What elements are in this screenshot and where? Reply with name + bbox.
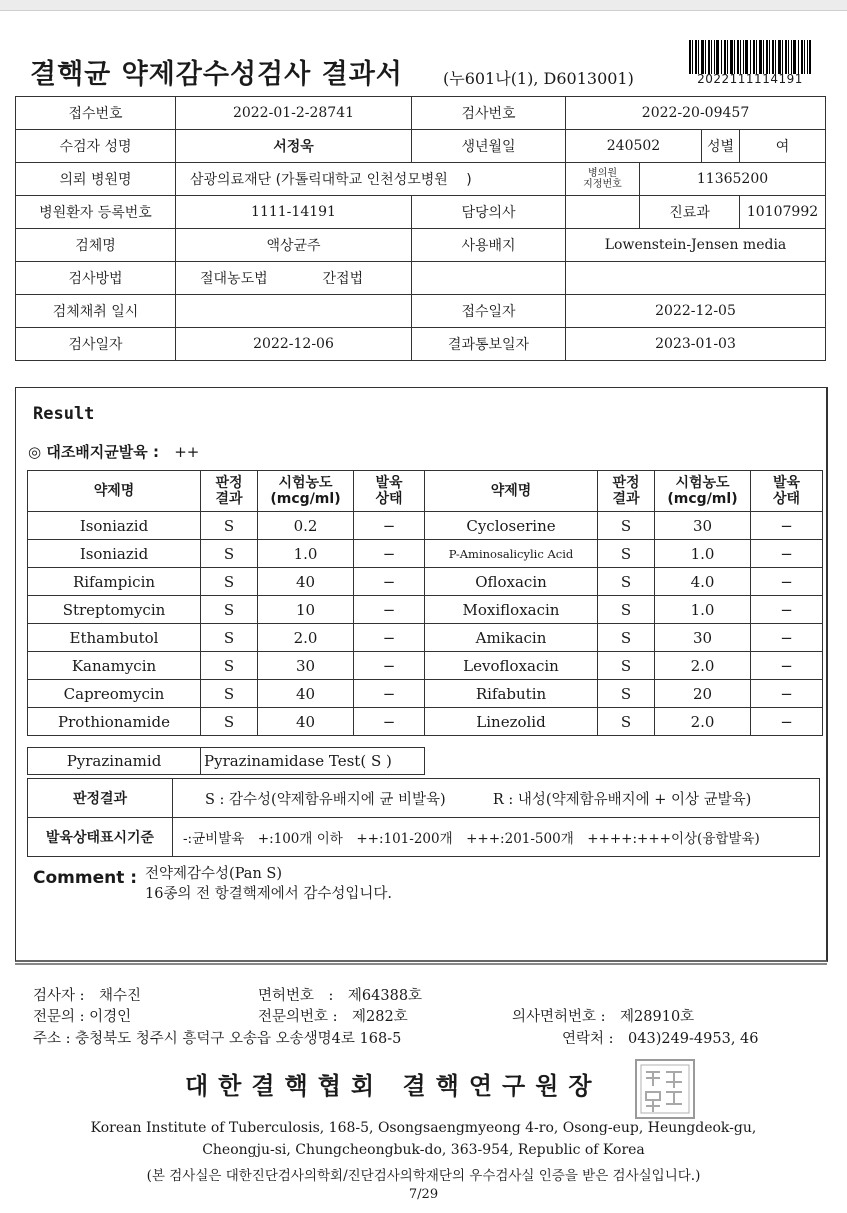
legend-growth-text: -:균비발육 +:100개 이하 ++:101-200개 +++:201-500개 ++++:+++이상(융합발육): [173, 818, 820, 857]
concentration: 1.0: [258, 540, 354, 568]
growth: −: [354, 680, 425, 708]
susceptibility-table: [27, 470, 823, 736]
dept-label: 진료과: [640, 196, 740, 229]
institute-name: 대한결핵협회 결핵연구원장: [185, 1072, 602, 1100]
growth: −: [751, 512, 823, 540]
patient-name-label: 수검자 성명: [16, 130, 176, 163]
test-no-label: 검사번호: [412, 97, 566, 130]
reg-no-label: 병원환자 등록번호: [16, 196, 176, 229]
patient-name: 서정욱: [176, 130, 412, 163]
doctor-license-no: 의사면허번호 : 제28910호: [512, 1009, 695, 1025]
concentration: 0.2: [258, 512, 354, 540]
receipt-no: 2022-01-2-28741: [176, 97, 412, 130]
circle-icon: ◎: [28, 443, 42, 461]
growth: −: [354, 540, 425, 568]
table-row: [28, 512, 823, 540]
growth: −: [751, 680, 823, 708]
drug-name: Streptomycin: [28, 596, 201, 624]
growth: −: [354, 624, 425, 652]
pza-value: Pyrazinamidase Test( S ): [201, 748, 425, 775]
judgement: S: [598, 624, 655, 652]
concentration: 4.0: [655, 568, 751, 596]
growth: −: [751, 624, 823, 652]
receipt-date-label: 접수일자: [412, 295, 566, 328]
judgement: S: [598, 568, 655, 596]
legend-table: [27, 778, 820, 857]
barcode-icon: [689, 40, 811, 74]
concentration: 20: [655, 680, 751, 708]
col-drug: 약제명: [425, 471, 598, 512]
legend-judgement-label: 판정결과: [28, 779, 173, 818]
drug-name: Ethambutol: [28, 624, 201, 652]
drug-name: Linezolid: [425, 708, 598, 736]
official-seal-icon: [634, 1058, 696, 1120]
judgement: S: [201, 540, 258, 568]
test-date-label: 검사일자: [16, 328, 176, 361]
document-title: 결핵균 약제감수성검사 결과서: [30, 59, 403, 90]
license-no: 면허번호 : 제64388호: [258, 988, 423, 1004]
empty-cell: [566, 262, 826, 295]
concentration: 2.0: [258, 624, 354, 652]
specialist: 전문의 : 이경인: [33, 1009, 132, 1025]
dob: 240502: [566, 130, 702, 163]
col-drug: 약제명: [28, 471, 201, 512]
result-title: Result: [33, 404, 95, 424]
hospital-code-label-2: 지정번호: [583, 179, 622, 190]
drug-name: Prothionamide: [28, 708, 201, 736]
concentration: 2.0: [655, 708, 751, 736]
hospital-code: 11365200: [640, 163, 826, 196]
control-growth-label: 대조배지균발육 :: [46, 443, 159, 461]
english-address-line1: Korean Institute of Tuberculosis, 168-5, Osongsaengmyeong 4-ro, Osong-eup, Heungdeok-gu,: [90, 1120, 757, 1136]
judgement: S: [201, 568, 258, 596]
method-value: [176, 262, 412, 295]
col-concentration: 시험농도 (mcg/ml): [258, 471, 354, 512]
growth: −: [751, 708, 823, 736]
table-row: [28, 652, 823, 680]
patient-info-table: [15, 96, 826, 361]
reg-no: 1111-14191: [176, 196, 412, 229]
drug-name: Ofloxacin: [425, 568, 598, 596]
growth: −: [751, 596, 823, 624]
hospital-code-label: [566, 163, 640, 196]
drug-name: Amikacin: [425, 624, 598, 652]
collection-date-label: 검체채취 일시: [16, 295, 176, 328]
judgement: S: [598, 708, 655, 736]
judgement: S: [201, 596, 258, 624]
concentration: 30: [258, 652, 354, 680]
top-strip: [0, 0, 847, 11]
drug-name: Cycloserine: [425, 512, 598, 540]
judgement: S: [201, 680, 258, 708]
sex: 여: [740, 130, 826, 163]
receipt-no-label: 접수번호: [16, 97, 176, 130]
growth: −: [354, 708, 425, 736]
tester: 검사자 : 채수진: [33, 988, 142, 1004]
report-date-label: 결과통보일자: [412, 328, 566, 361]
pyrazinamide-table: [27, 747, 425, 775]
table-row: [28, 540, 823, 568]
document-code: (누601나(1), D6013001): [443, 69, 634, 88]
specialist-no: 전문의번호 : 제282호: [258, 1009, 408, 1025]
control-growth-value: ++: [174, 443, 200, 461]
comment-label: Comment :: [33, 868, 138, 888]
contact: 연락처 : 043)249-4953, 46: [562, 1031, 759, 1047]
concentration: 40: [258, 680, 354, 708]
specimen-value: 액상균주: [176, 229, 412, 262]
legend-growth-label: 발육상태표시기준: [28, 818, 173, 857]
legend-resistant: R : 내성(약제함유배지에 + 이상 균발육): [492, 791, 752, 808]
hospital-label: 의뢰 병원명: [16, 163, 176, 196]
collection-date: [176, 295, 412, 328]
concentration: 40: [258, 708, 354, 736]
method-1: 절대농도법: [200, 271, 268, 287]
barcode-number: 2022111114191: [697, 72, 803, 86]
judgement: S: [201, 624, 258, 652]
drug-name: Rifabutin: [425, 680, 598, 708]
table-row: [28, 708, 823, 736]
growth: −: [354, 596, 425, 624]
comment-text: [145, 864, 392, 904]
doctor-label: 담당의사: [412, 196, 566, 229]
judgement: S: [598, 512, 655, 540]
sex-label: 성별: [702, 130, 740, 163]
table-row: [28, 624, 823, 652]
pza-label: Pyrazinamid: [28, 748, 201, 775]
specimen-label: 검체명: [16, 229, 176, 262]
judgement: S: [598, 596, 655, 624]
growth: −: [354, 512, 425, 540]
concentration: 30: [655, 512, 751, 540]
drug-name: Levofloxacin: [425, 652, 598, 680]
method-2: 간접법: [322, 271, 364, 287]
table-row: [28, 596, 823, 624]
doctor-value: [566, 196, 640, 229]
judgement: S: [598, 652, 655, 680]
table-row: [28, 680, 823, 708]
col-growth: 발육 상태: [354, 471, 425, 512]
judgement: S: [201, 652, 258, 680]
report-date: 2023-01-03: [566, 328, 826, 361]
test-date: 2022-12-06: [176, 328, 412, 361]
col-judgement: 판정 결과: [201, 471, 258, 512]
drug-name: Capreomycin: [28, 680, 201, 708]
control-growth: [28, 441, 199, 462]
drug-name: Rifampicin: [28, 568, 201, 596]
media-label: 사용배지: [412, 229, 566, 262]
english-address-line2: Cheongju-si, Chungcheongbuk-do, 363-954, Republic of Korea: [202, 1142, 645, 1158]
concentration: 2.0: [655, 652, 751, 680]
test-no: 2022-20-09457: [566, 97, 826, 130]
growth: −: [751, 568, 823, 596]
growth: −: [751, 652, 823, 680]
concentration: 40: [258, 568, 354, 596]
method-label: 검사방법: [16, 262, 176, 295]
media-value: Lowenstein-Jensen media: [566, 229, 826, 262]
growth: −: [354, 568, 425, 596]
col-concentration: 시험농도 (mcg/ml): [655, 471, 751, 512]
table-header-row: [28, 471, 823, 512]
drug-name: Isoniazid: [28, 540, 201, 568]
legend-judgement-text: [173, 779, 820, 818]
table-row: [28, 568, 823, 596]
judgement: S: [201, 708, 258, 736]
col-judgement: 판정 결과: [598, 471, 655, 512]
comment-line: 16종의 전 항결핵제에서 감수성입니다.: [145, 886, 392, 902]
comment-line: 전약제감수성(Pan S): [145, 866, 282, 882]
judgement: S: [598, 680, 655, 708]
judgement: S: [598, 540, 655, 568]
drug-name: Moxifloxacin: [425, 596, 598, 624]
growth: −: [354, 652, 425, 680]
judgement: S: [201, 512, 258, 540]
concentration: 30: [655, 624, 751, 652]
dob-label: 생년월일: [412, 130, 566, 163]
drug-name: P-Aminosalicylic Acid: [425, 540, 598, 568]
page-number: 7/29: [408, 1187, 439, 1202]
certification-note: (본 검사실은 대한진단검사의학회/진단검사의학재단의 우수검사실 인증을 받은 검사실입니다.): [146, 1168, 701, 1184]
growth: −: [751, 540, 823, 568]
legend-susceptible: S : 감수성(약제함유배지에 균 비발육): [205, 791, 446, 808]
col-growth: 발육 상태: [751, 471, 823, 512]
drug-name: Kanamycin: [28, 652, 201, 680]
receipt-date: 2022-12-05: [566, 295, 826, 328]
concentration: 1.0: [655, 596, 751, 624]
dept-value: 10107992: [740, 196, 826, 229]
empty-cell: [412, 262, 566, 295]
concentration: 10: [258, 596, 354, 624]
hospital-code-label-1: 병의원: [588, 168, 617, 179]
concentration: 1.0: [655, 540, 751, 568]
drug-name: Isoniazid: [28, 512, 201, 540]
hospital-name: 삼광의료재단 (가톨릭대학교 인천성모병원 ): [176, 163, 566, 196]
address: 주소 : 충청북도 청주시 흥덕구 오송읍 오송생명4로 168-5: [33, 1031, 402, 1047]
divider: [15, 963, 827, 965]
